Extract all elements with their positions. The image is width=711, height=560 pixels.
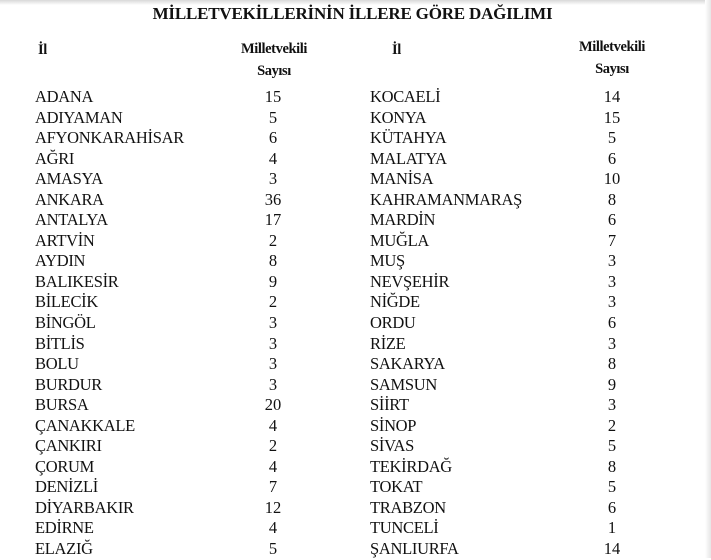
- province-name: ARTVİN: [35, 230, 95, 250]
- province-name: BİTLİS: [35, 333, 85, 353]
- count-header-line1: Milletvekili: [240, 41, 308, 57]
- province-name: BOLU: [35, 354, 79, 374]
- province-name: ADANA: [35, 87, 94, 106]
- province-name: BİLECİK: [35, 292, 98, 312]
- deputy-count: 8: [607, 456, 617, 476]
- count-header-line2: Sayısı: [257, 63, 291, 79]
- table-row: [370, 477, 670, 498]
- table-row: [35, 231, 335, 252]
- province-name: ADIYAMAN: [35, 107, 123, 127]
- right-shadow: [705, 0, 711, 558]
- deputy-count: 5: [607, 477, 617, 497]
- deputy-count: 2: [607, 415, 617, 435]
- deputy-count: 3: [607, 333, 617, 353]
- table-row: [370, 87, 670, 108]
- province-name: MALATYA: [370, 148, 447, 168]
- deputy-count: 4: [268, 518, 278, 538]
- deputy-count: 4: [268, 456, 278, 476]
- table-row: [370, 313, 670, 334]
- province-name: KONYA: [370, 107, 427, 127]
- table-row: [35, 313, 335, 334]
- table-row: [35, 354, 335, 375]
- table-row: [35, 87, 335, 108]
- deputy-count: 14: [603, 87, 621, 106]
- province-name: BURDUR: [35, 374, 102, 394]
- right-province-header: İl: [392, 42, 401, 58]
- table-row: [35, 334, 335, 355]
- province-name: TRABZON: [370, 497, 446, 517]
- deputy-count: 2: [268, 230, 278, 250]
- province-name: MARDİN: [370, 210, 436, 230]
- deputy-count: 5: [268, 107, 278, 127]
- left-count-header: [214, 38, 334, 82]
- deputy-count: 6: [607, 210, 617, 230]
- deputy-count: 3: [268, 374, 278, 394]
- table-row: [35, 210, 335, 231]
- province-name: ÇANKIRI: [35, 436, 102, 456]
- left-column: [35, 87, 335, 560]
- table-row: [370, 292, 670, 313]
- table-row: [35, 292, 335, 313]
- province-name: SİNOP: [370, 415, 417, 435]
- province-name: MUŞ: [370, 251, 405, 271]
- count-header-line2: Sayısı: [595, 61, 629, 77]
- deputy-count: 9: [607, 374, 617, 394]
- table-row: [370, 334, 670, 355]
- table-row: [370, 149, 670, 170]
- table-row: [35, 498, 335, 519]
- table-row: [370, 169, 670, 190]
- table-row: [35, 128, 335, 149]
- table-row: [370, 251, 670, 272]
- deputy-count: 1: [607, 518, 617, 538]
- province-name: BİNGÖL: [35, 313, 96, 333]
- table-row: [370, 498, 670, 519]
- table-row: [35, 477, 335, 498]
- province-name: KAHRAMANMARAŞ: [370, 189, 522, 209]
- deputy-count: 6: [268, 128, 278, 148]
- province-name: DİYARBAKIR: [35, 497, 134, 517]
- deputy-count: 7: [268, 477, 278, 497]
- table-row: [35, 457, 335, 478]
- province-name: BALIKESİR: [35, 271, 119, 291]
- table-row: [35, 375, 335, 396]
- province-name: NİĞDE: [370, 292, 420, 312]
- province-name: BURSA: [35, 395, 89, 415]
- province-name: ŞANLIURFA: [370, 539, 459, 559]
- deputy-count: 7: [607, 230, 617, 250]
- province-name: SAMSUN: [370, 374, 437, 394]
- deputy-count: 5: [607, 128, 617, 148]
- count-header-line1: Milletvekili: [578, 39, 646, 55]
- deputy-count: 3: [268, 354, 278, 374]
- table-row: [35, 416, 335, 437]
- deputy-count: 4: [268, 415, 278, 435]
- province-name: DENİZLİ: [35, 477, 98, 497]
- province-name: ÇORUM: [35, 456, 95, 476]
- province-name: MUĞLA: [370, 230, 429, 250]
- deputy-count: 3: [268, 313, 278, 333]
- right-column: [370, 87, 670, 560]
- table-row: [35, 169, 335, 190]
- table-row: [35, 251, 335, 272]
- table-row: [370, 416, 670, 437]
- table-row: [35, 149, 335, 170]
- table-row: [370, 518, 670, 539]
- table-row: [370, 436, 670, 457]
- deputy-count: 6: [607, 497, 617, 517]
- province-name: AYDIN: [35, 251, 86, 271]
- province-name: ORDU: [370, 313, 416, 333]
- table-row: [35, 436, 335, 457]
- table-row: [370, 190, 670, 211]
- deputy-count: 8: [607, 189, 617, 209]
- deputy-count: 3: [607, 271, 617, 291]
- province-name: ANKARA: [35, 189, 104, 209]
- deputy-count: 12: [264, 497, 282, 517]
- deputy-count: 9: [268, 271, 278, 291]
- deputy-count: 6: [607, 148, 617, 168]
- table-row: [35, 395, 335, 416]
- deputy-count: 3: [607, 292, 617, 312]
- province-name: SAKARYA: [370, 354, 445, 374]
- deputy-count: 36: [264, 189, 282, 209]
- province-name: ELAZIĞ: [35, 539, 93, 559]
- table-row: [370, 128, 670, 149]
- province-name: TUNCELİ: [370, 518, 439, 538]
- deputy-count: 2: [268, 292, 278, 312]
- province-name: SİVAS: [370, 436, 415, 456]
- table-row: [370, 457, 670, 478]
- table-row: [370, 375, 670, 396]
- right-count-header: [552, 36, 672, 80]
- province-name: MANİSA: [370, 169, 434, 189]
- table-row: [370, 395, 670, 416]
- province-name: TOKAT: [370, 477, 423, 497]
- deputy-count: 15: [603, 107, 621, 127]
- province-name: ANTALYA: [35, 210, 108, 230]
- deputy-count: 8: [268, 251, 278, 271]
- province-name: AMASYA: [35, 169, 103, 189]
- document-title: MİLLETVEKİLLERİNİN İLLERE GÖRE DAĞILIMI: [152, 4, 553, 23]
- deputy-count: 3: [607, 395, 617, 415]
- deputy-count: 20: [264, 395, 282, 415]
- deputy-count: 17: [264, 210, 282, 230]
- table-row: [35, 190, 335, 211]
- table-row: [35, 272, 335, 293]
- province-name: ÇANAKKALE: [35, 415, 135, 435]
- province-name: SİİRT: [370, 395, 409, 415]
- deputy-count: 10: [603, 169, 621, 189]
- deputy-count: 5: [268, 539, 278, 559]
- deputy-count: 4: [268, 148, 278, 168]
- province-name: AĞRI: [35, 148, 75, 168]
- table-row: [35, 539, 335, 560]
- province-name: TEKİRDAĞ: [370, 456, 452, 476]
- deputy-count: 3: [268, 169, 278, 189]
- table-row: [370, 108, 670, 129]
- deputy-count: 15: [264, 87, 282, 106]
- province-name: AFYONKARAHİSAR: [35, 128, 184, 148]
- province-name: EDİRNE: [35, 518, 94, 538]
- table-row: [370, 210, 670, 231]
- deputy-count: 2: [268, 436, 278, 456]
- province-name: KÜTAHYA: [370, 128, 447, 148]
- deputy-count: 3: [607, 251, 617, 271]
- deputy-count: 5: [607, 436, 617, 456]
- table-row: [35, 518, 335, 539]
- table-row: [370, 231, 670, 252]
- deputy-count: 8: [607, 354, 617, 374]
- province-name: KOCAELİ: [370, 87, 441, 106]
- table-row: [370, 354, 670, 375]
- deputy-count: 14: [603, 539, 621, 559]
- deputy-count: 6: [607, 313, 617, 333]
- province-name: NEVŞEHİR: [370, 271, 450, 291]
- province-name: RİZE: [370, 333, 406, 353]
- left-province-header: İl: [38, 42, 47, 58]
- table-row: [370, 272, 670, 293]
- table-row: [370, 539, 670, 560]
- deputy-count: 3: [268, 333, 278, 353]
- table-row: [35, 108, 335, 129]
